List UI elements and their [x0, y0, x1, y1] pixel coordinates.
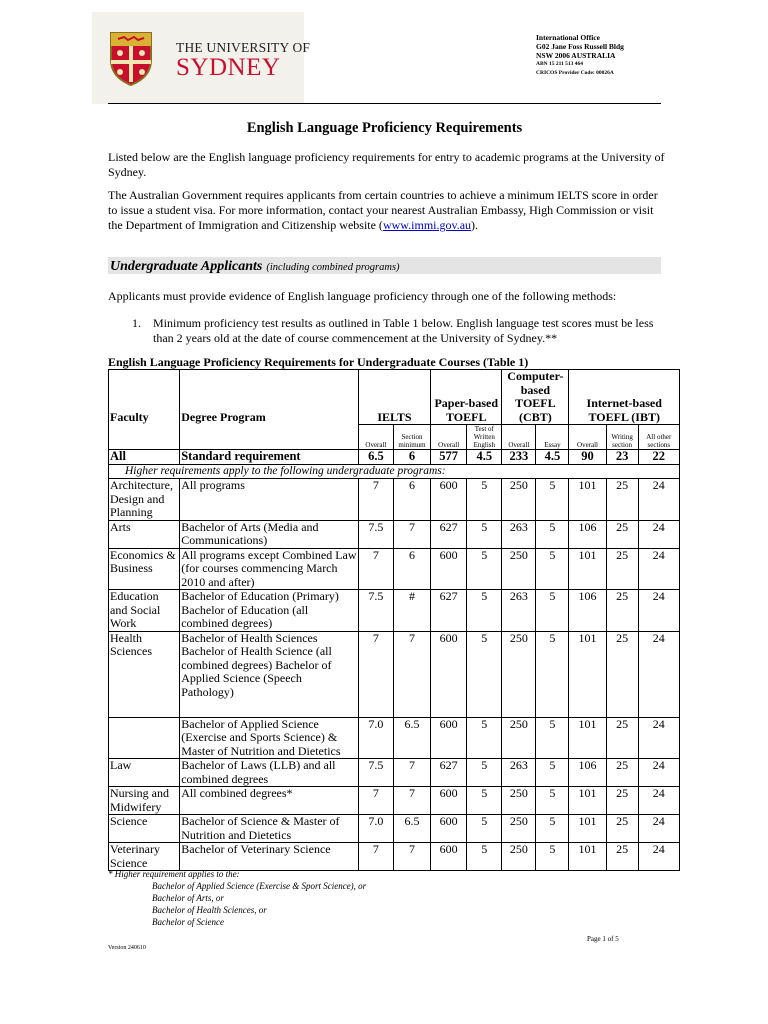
- score-cell: 5: [467, 787, 502, 815]
- subheader-cell: Essay: [536, 425, 569, 450]
- score-cell: 5: [536, 479, 569, 521]
- score-cell: 7: [393, 631, 430, 717]
- score-cell: 25: [606, 520, 638, 548]
- score-cell: 6: [393, 450, 430, 465]
- score-cell: 24: [638, 548, 679, 590]
- visa-text-end: ).: [471, 218, 479, 232]
- section-heading: Undergraduate Applicants: [110, 259, 263, 274]
- score-cell: 5: [467, 717, 502, 759]
- section-subheading: (including combined programs): [266, 262, 400, 273]
- subheader-cell: Test of Written English: [467, 425, 502, 450]
- document-title: English Language Proficiency Requirements: [246, 120, 523, 136]
- table-row: [109, 590, 680, 632]
- score-cell: 250: [502, 787, 536, 815]
- degree-header: Degree Program: [180, 370, 359, 425]
- score-cell: 4.5: [536, 450, 569, 465]
- version-label: Version 240610: [108, 945, 146, 951]
- cbt-toefl-header: Computer-based TOEFL (CBT): [502, 370, 569, 425]
- university-name-big: SYDNEY: [176, 54, 281, 81]
- row-degree: Bachelor of Health Sciences Bachelor of Health Science (all combined degrees) Bachelor of Applied Science (Speech Pathology): [180, 631, 359, 717]
- row-faculty: All: [109, 450, 180, 465]
- score-cell: 5: [467, 520, 502, 548]
- row-degree: All programs except Combined Law (for courses commencing March 2010 and after): [181, 547, 357, 589]
- page-number: Page 1 of 5: [587, 935, 619, 943]
- score-cell: 5: [536, 548, 569, 590]
- score-cell: 250: [502, 843, 536, 871]
- row-faculty: Nursing and Midwifery: [109, 787, 180, 815]
- score-cell: 7.0: [358, 815, 393, 843]
- score-cell: 4.5: [467, 450, 502, 465]
- score-cell: 600: [431, 843, 467, 871]
- score-cell: 5: [467, 479, 502, 521]
- requirements-table: [108, 369, 680, 871]
- row-degree: Bachelor of Science & Master of Nutrition and Dietetics: [180, 815, 359, 843]
- score-cell: 600: [431, 787, 467, 815]
- row-faculty: Science: [109, 815, 180, 843]
- subheader-cell: Overall: [502, 425, 536, 450]
- immi-link[interactable]: www.immi.gov.au: [382, 218, 472, 232]
- subheader-cell: Section minimum: [393, 425, 430, 450]
- subheader-cell: All other sections: [638, 425, 679, 450]
- table-row: [109, 631, 680, 717]
- score-cell: 101: [569, 843, 606, 871]
- score-cell: 22: [638, 450, 679, 465]
- office-cricos: CRICOS Provider Code: 00026A: [536, 70, 614, 76]
- higher-requirements-note-row: [109, 464, 680, 479]
- score-cell: 600: [431, 815, 467, 843]
- score-cell: 25: [606, 590, 638, 632]
- score-cell: 25: [606, 717, 638, 759]
- subheader-blank: [109, 425, 180, 450]
- score-cell: 7: [358, 479, 393, 521]
- score-cell: 6.5: [393, 717, 430, 759]
- score-cell: 7: [393, 843, 430, 871]
- score-cell: 6.5: [393, 815, 430, 843]
- score-cell: 7.0: [358, 717, 393, 759]
- score-cell: 577: [431, 450, 467, 465]
- subheader-cell: Overall: [431, 425, 467, 450]
- list-text: Minimum proficiency test results as outlined in Table 1 below. English language test scores must be less than 2 years old at the date of course commencement at the University of Sydney.**: [153, 316, 654, 345]
- table-header-row: [109, 370, 680, 425]
- subheader-cell: Overall: [358, 425, 393, 450]
- subheader-blank: [180, 425, 359, 450]
- row-degree: Bachelor of Applied Science (Exercise and Sports Science) & Master of Nutrition and Dietetics: [180, 717, 359, 759]
- intro-paragraph: Listed below are the English language proficiency requirements for entry to academic programs at the University of Sydney.: [108, 150, 665, 179]
- score-cell: 600: [431, 631, 467, 717]
- table-row: [109, 520, 680, 548]
- score-cell: 5: [536, 787, 569, 815]
- score-cell: 5: [536, 590, 569, 632]
- score-cell: 233: [502, 450, 536, 465]
- score-cell: 25: [606, 787, 638, 815]
- footnote-line: Bachelor of Science: [152, 917, 224, 927]
- row-degree: Bachelor of Veterinary Science: [180, 843, 359, 871]
- score-cell: 263: [502, 590, 536, 632]
- score-cell: 7: [358, 548, 393, 590]
- row-faculty: Law: [109, 759, 180, 787]
- score-cell: 24: [638, 717, 679, 759]
- score-cell: 24: [638, 631, 679, 717]
- score-cell: 7.5: [358, 590, 393, 632]
- score-cell: 25: [606, 759, 638, 787]
- score-cell: 5: [536, 631, 569, 717]
- subheader-cell: Writing section: [606, 425, 638, 450]
- score-cell: 250: [502, 717, 536, 759]
- standard-requirement-row: [109, 450, 680, 465]
- office-abn: ABN 15 211 513 464: [536, 61, 584, 67]
- table-row: [109, 815, 680, 843]
- score-cell: 250: [502, 631, 536, 717]
- score-cell: 627: [431, 590, 467, 632]
- score-cell: 5: [467, 815, 502, 843]
- score-cell: 7: [393, 759, 430, 787]
- score-cell: 24: [638, 787, 679, 815]
- subheader-cell: Overall: [569, 425, 606, 450]
- ielts-header: IELTS: [358, 370, 430, 425]
- score-cell: 5: [536, 843, 569, 871]
- score-cell: 263: [502, 520, 536, 548]
- score-cell: 600: [431, 717, 467, 759]
- table-row: [109, 479, 680, 521]
- table-row: [109, 717, 680, 759]
- score-cell: 106: [569, 520, 606, 548]
- row-degree: All programs: [180, 479, 359, 521]
- score-cell: 25: [606, 548, 638, 590]
- row-degree: All combined degrees*: [180, 787, 359, 815]
- row-faculty: Veterinary Science: [109, 843, 180, 871]
- score-cell: 600: [431, 548, 467, 590]
- footnote-line: Bachelor of Applied Science (Exercise & Sport Science), or: [152, 881, 367, 891]
- row-faculty: Arts: [109, 520, 180, 548]
- row-degree: Bachelor of Laws (LLB) and all combined degrees: [180, 759, 359, 787]
- score-cell: 101: [569, 815, 606, 843]
- row-faculty: Architecture, Design and Planning: [109, 479, 180, 521]
- visa-paragraph: [108, 188, 668, 233]
- score-cell: 5: [467, 759, 502, 787]
- score-cell: 106: [569, 759, 606, 787]
- row-degree: Bachelor of Education (Primary) Bachelor of Education (all combined degrees): [180, 590, 359, 632]
- table-row: [109, 787, 680, 815]
- footnote-line: Bachelor of Health Sciences, or: [152, 905, 267, 915]
- university-crest-icon: [108, 30, 154, 86]
- list-number: 1.: [132, 316, 141, 330]
- score-cell: 101: [569, 479, 606, 521]
- score-cell: 24: [638, 590, 679, 632]
- score-cell: 25: [606, 479, 638, 521]
- score-cell: 5: [467, 843, 502, 871]
- row-faculty: Health Sciences: [109, 631, 180, 717]
- score-cell: 7: [358, 843, 393, 871]
- footnote: [108, 868, 366, 928]
- score-cell: 250: [502, 548, 536, 590]
- score-cell: 101: [569, 787, 606, 815]
- score-cell: #: [393, 590, 430, 632]
- table-caption: English Language Proficiency Requirements for Undergraduate Courses (Table 1): [108, 355, 529, 369]
- score-cell: 25: [606, 843, 638, 871]
- table-row: [109, 548, 680, 590]
- row-faculty: [109, 717, 180, 759]
- score-cell: 7.5: [358, 759, 393, 787]
- score-cell: 24: [638, 815, 679, 843]
- score-cell: 627: [431, 759, 467, 787]
- row-faculty: Education and Social Work: [109, 590, 180, 632]
- score-cell: 23: [606, 450, 638, 465]
- score-cell: 5: [536, 717, 569, 759]
- office-line: G02 Jane Foss Russell Bldg: [536, 42, 624, 51]
- score-cell: 250: [502, 479, 536, 521]
- row-degree: Standard requirement: [180, 450, 359, 465]
- university-name-small: THE UNIVERSITY OF: [176, 40, 311, 55]
- score-cell: 5: [467, 590, 502, 632]
- footnote-line: Bachelor of Arts, or: [152, 893, 224, 903]
- score-cell: 600: [431, 479, 467, 521]
- table-subheader-row: [109, 425, 680, 450]
- score-cell: 7: [358, 787, 393, 815]
- score-cell: 24: [638, 759, 679, 787]
- higher-requirements-note: Higher requirements apply to the following undergraduate programs:: [109, 464, 680, 479]
- score-cell: 25: [606, 815, 638, 843]
- score-cell: 6: [393, 479, 430, 521]
- table-row: [109, 759, 680, 787]
- score-cell: 5: [536, 520, 569, 548]
- table-body: [109, 479, 680, 871]
- ibt-toefl-header: Internet-based TOEFL (IBT): [569, 370, 680, 425]
- score-cell: 5: [467, 548, 502, 590]
- office-line: NSW 2006 AUSTRALIA: [536, 51, 616, 60]
- row-degree: Bachelor of Arts (Media and Communications): [180, 520, 359, 548]
- score-cell: 263: [502, 759, 536, 787]
- score-cell: 7.5: [358, 520, 393, 548]
- score-cell: 5: [536, 815, 569, 843]
- office-address: [536, 33, 624, 78]
- score-cell: 5: [536, 759, 569, 787]
- section-heading-bar: [108, 257, 661, 274]
- footnote-lead: * Higher requirement applies to the:: [108, 869, 240, 879]
- score-cell: 5: [467, 631, 502, 717]
- office-line: International Office: [536, 33, 600, 42]
- score-cell: 24: [638, 479, 679, 521]
- paper-toefl-header: Paper-based TOEFL: [431, 370, 502, 425]
- score-cell: 101: [569, 548, 606, 590]
- visa-text: The Australian Government requires applicants from certain countries to achieve a minimum IELTS score in order to issue a student visa. For more information, contact your nearest Australian Embassy, High Commission or visit the Department of Immigration and Citizenship website (: [108, 188, 658, 232]
- score-cell: 6: [393, 548, 430, 590]
- score-cell: 101: [569, 717, 606, 759]
- row-faculty: Economics & Business: [109, 548, 180, 590]
- score-cell: 6.5: [358, 450, 393, 465]
- score-cell: 101: [569, 631, 606, 717]
- score-cell: 250: [502, 815, 536, 843]
- faculty-header: Faculty: [109, 370, 180, 425]
- score-cell: 90: [569, 450, 606, 465]
- score-cell: 7: [393, 520, 430, 548]
- score-cell: 106: [569, 590, 606, 632]
- score-cell: 24: [638, 843, 679, 871]
- header-divider: [108, 103, 661, 104]
- methods-paragraph: Applicants must provide evidence of English language proficiency through one of the following methods:: [108, 289, 617, 303]
- score-cell: 627: [431, 520, 467, 548]
- table-row: [109, 843, 680, 871]
- score-cell: 7: [393, 787, 430, 815]
- score-cell: 24: [638, 520, 679, 548]
- score-cell: 25: [606, 631, 638, 717]
- score-cell: 7: [358, 631, 393, 717]
